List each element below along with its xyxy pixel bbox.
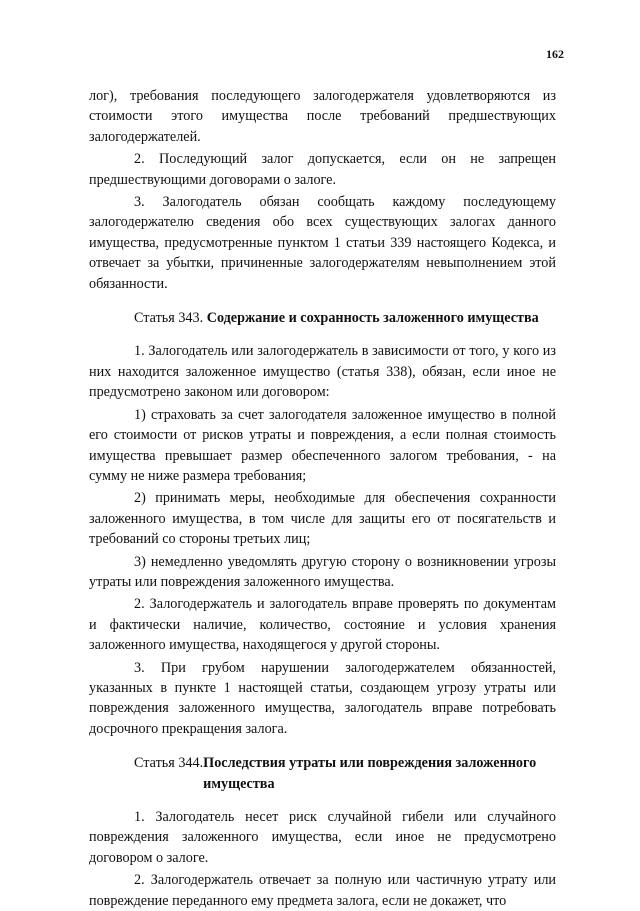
page-number: 162 <box>546 47 564 61</box>
paragraph: 3) немедленно уведомлять другую сторону о возникновении угрозы утраты или повреждения заложенного имущества. <box>89 553 556 590</box>
article-label: Статья 344. <box>134 755 204 772</box>
paragraph: 1. Залогодатель несет риск случайной гибели или случайного повреждения заложенного имущества, если иное не предусмотрено договором о залоге. <box>89 809 556 866</box>
article-343-title <box>89 308 556 328</box>
paragraph-continuation: лог), требования последующего залогодержателя удовлетворяются из стоимости этого имущества после требований предшествующих залогодержателей. <box>89 88 556 145</box>
paragraph: 3. Залогодатель обязан сообщать каждому последующему залогодержателю сведения обо всех существующих залогах данного имущества, предусмотренные пунктом 1 статьи 339 настоящего Кодекса, и отвечает за убытки, причиненные залогодержателям невыполнением этой обязанности. <box>89 194 556 292</box>
page-body <box>89 86 556 911</box>
article-heading-line-2: имущества <box>203 775 275 792</box>
paragraph: 2) принимать меры, необходимые для обеспечения сохранности заложенного имущества, в том числе для защиты его от посягательств и требований со стороны третьих лиц; <box>89 490 556 548</box>
paragraph: 2. Последующий залог допускается, если он не запрещен предшествующими договорами о залоге. <box>89 151 556 188</box>
article-344-title <box>89 753 556 794</box>
article-heading-line-1: Последствия утраты или повреждения заложенного <box>203 755 537 772</box>
paragraph: 1. Залогодатель или залогодержатель в зависимости от того, у кого из них находится заложенное имущество (статья 338), обязан, если иное не предусмотрено законом или договором: <box>89 343 556 401</box>
article-label: Статья 343. <box>134 310 204 327</box>
paragraph: 2. Залогодержатель отвечает за полную или частичную утрату или повреждение переданного ему предмета залога, если не докажет, что <box>89 872 556 909</box>
paragraph: 3. При грубом нарушении залогодержателем обязанностей, указанных в пункте 1 настоящей статьи, создающем угрозу утраты или повреждения заложенного имущества, залогодатель вправе потребовать досрочного прекращения залога. <box>89 659 556 737</box>
article-heading <box>203 753 536 794</box>
paragraph: 2. Залогодержатель и залогодатель вправе проверять по документам и фактически наличие, количество, состояние и условия хранения заложенного имущества, находящегося у другой стороны. <box>89 596 556 654</box>
paragraph: 1) страховать за счет залогодателя заложенное имущество в полной его стоимости от рисков утраты и повреждения, а если полная стоимость имущества превышает размер обеспеченного залогом требования, - на сумму не ниже размера требования; <box>89 406 556 484</box>
article-heading: Содержание и сохранность заложенного имущества <box>206 310 539 327</box>
